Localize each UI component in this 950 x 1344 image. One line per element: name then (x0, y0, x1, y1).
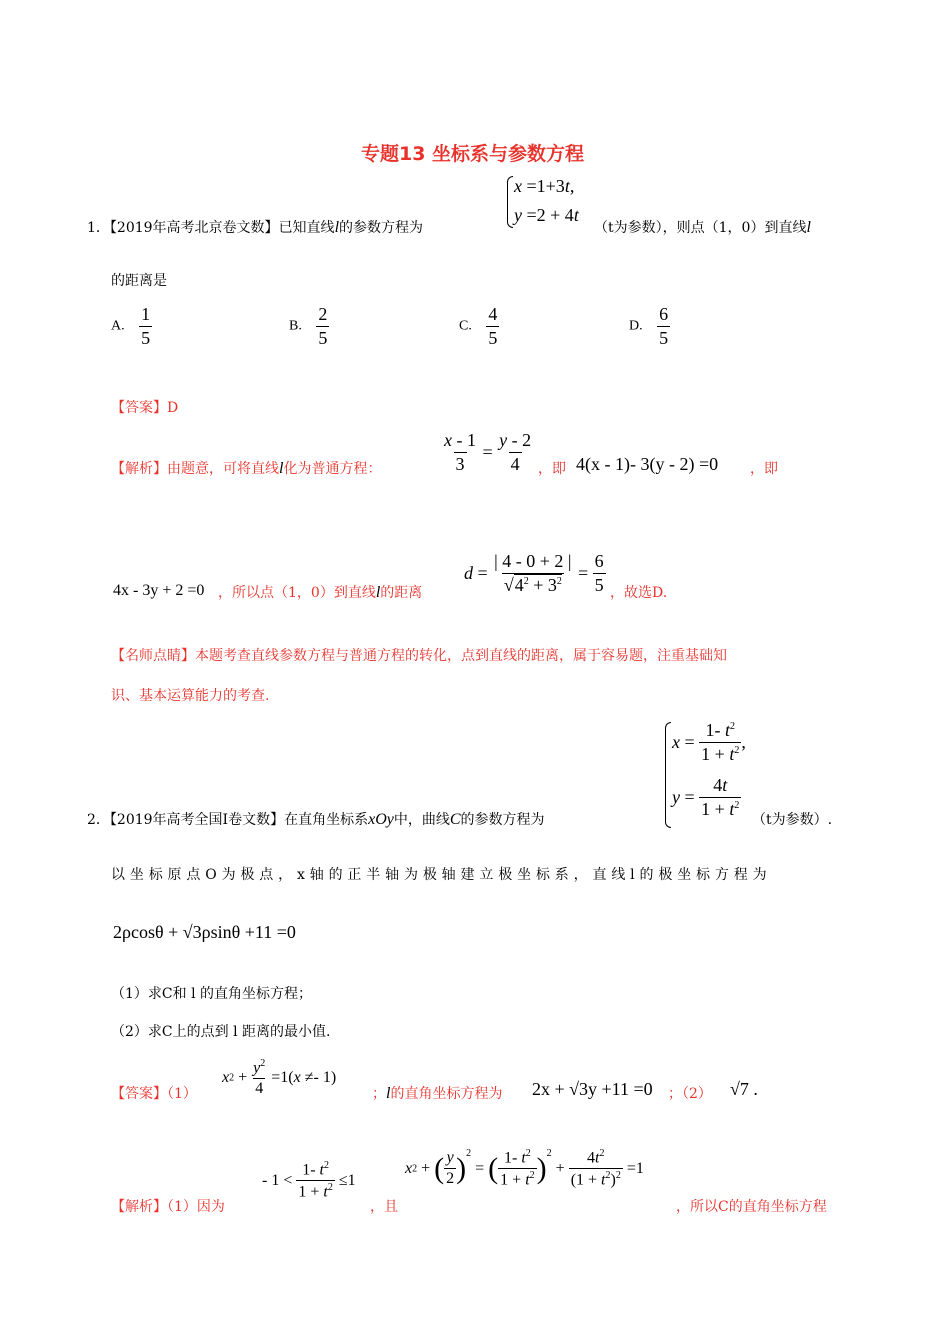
q1-system-eq1: x =1+3t, (514, 176, 575, 196)
q2-sub2: （2）求C上的点到 l 距离的最小值. (111, 1024, 331, 1040)
q2-source: 【2019年高考全国Ⅰ卷文数】 (109, 812, 285, 828)
q1-tip-line2: 识、基本运算能力的考查. (111, 688, 270, 704)
q2-stem-line2: 以 坐 标 原 点 O 为 极 点 ， x 轴 的 正 半 轴 为 极 轴 建 立 极 坐 标 系 ， 直 线 l 的 极 坐 标 方 程 为 (111, 867, 767, 883)
q1-option-c[interactable]: C. $\frac{4}{5}$ (459, 304, 498, 348)
q1-answer: 【答案】D (111, 400, 179, 416)
q1-option-b[interactable]: B. $\frac{2}{5}$ (289, 304, 328, 348)
q2-sub1: （1）求C和 l 的直角坐标方程； (111, 986, 312, 1002)
q1-system-eq2: y =2 + 4t (514, 205, 579, 225)
q2-answer-line-eq: 2x + √3y +11 =0 (532, 1079, 653, 1099)
q1-stem: 1．【2019年高考北京卷文数】已知直线l的参数方程为 (87, 219, 424, 236)
q1-number: 1． (87, 220, 110, 236)
q2-analysis: 【解析】（1）因为 (111, 1199, 225, 1215)
q2-system-brace (665, 722, 671, 828)
q2-system-eq2: y = $\frac{4t}{1 + t^2}$ (672, 775, 740, 819)
q2-stem: 2．【2019年高考全国Ⅰ卷文数】在直角坐标系xOy中，曲线C的参数方程为 (87, 811, 545, 828)
q2-param-note: （t为参数）. (752, 812, 833, 828)
q2-answer-value: √7 . (730, 1079, 758, 1099)
q2-answer-mid: ；l的直角坐标方程为 (372, 1085, 503, 1102)
q2-analysis-end: ，所以C的直角坐标方程 (676, 1199, 827, 1215)
q1-analysis: 【解析】由题意，可将直线l化为普通方程： (111, 460, 382, 477)
q2-analysis-ineq: - 1 < $\frac{1- t^2}{1 + t^2}$ ≤1 (262, 1160, 356, 1201)
q2-system-eq1: x = $\frac{1- t^2}{1 + t^2}$ , (672, 720, 746, 764)
q1-ordinary-eq: $\frac{x - 1}{3}$ = $\frac{y - 2}{4}$ (444, 430, 532, 474)
q2-analysis-identity: x2 + ( $\frac{y}{2}$ )$^2$ = ( $\frac{1- t^2}{1 + t^2}$ )$^2$ + $\frac{4t^2}{(1 + t^2)^2}$ =1 (405, 1148, 644, 1189)
q2-answer: 【答案】（1） (111, 1086, 197, 1102)
q1-analysis-ji2: ，即 (750, 461, 778, 477)
q1-source: 【2019年高考北京卷文数】 (109, 220, 279, 236)
q1-line-eq: 4x - 3y + 2 =0 (113, 582, 205, 599)
q1-analysis-ji1: ，即 (538, 461, 566, 477)
q2-number: 2． (87, 812, 110, 828)
q1-general-eq: 4(x - 1)- 3(y - 2) =0 (576, 454, 719, 474)
q2-analysis-and: ，且 (370, 1199, 398, 1215)
q2-answer-part2: ；（2） (668, 1086, 712, 1102)
q1-dist-result: ，故选D. (610, 585, 668, 601)
q1-option-d[interactable]: D. $\frac{6}{5}$ (629, 304, 669, 348)
q1-param-note: （t为参数），则点（1，0）到直线l (594, 219, 811, 236)
q2-answer-curve-eq: x2 + $\frac{y^2}{4}$ =1(x ≠- 1) (222, 1058, 337, 1098)
q1-stem-line2: 的距离是 (111, 273, 167, 289)
q1-system-brace (507, 176, 513, 228)
page-title: 专题13 坐标系与参数方程 (361, 143, 585, 165)
q2-polar-eq: 2ρcosθ + √3ρsinθ +11 =0 (113, 922, 296, 942)
q1-option-a[interactable]: A. $\frac{1}{5}$ (111, 304, 151, 348)
q1-tip: 【名师点睛】本题考查直线参数方程与普通方程的转化，点到直线的距离，属于容易题，注重基础知 (111, 648, 727, 664)
q1-dist-text: ，所以点（1，0）到直线l的距离 (218, 584, 423, 601)
q1-distance-formula: d = $\frac{| 4 - 0 + 2 |}{√4^2 + 3^2}$ = $\frac{6}{5}$ (464, 551, 604, 595)
